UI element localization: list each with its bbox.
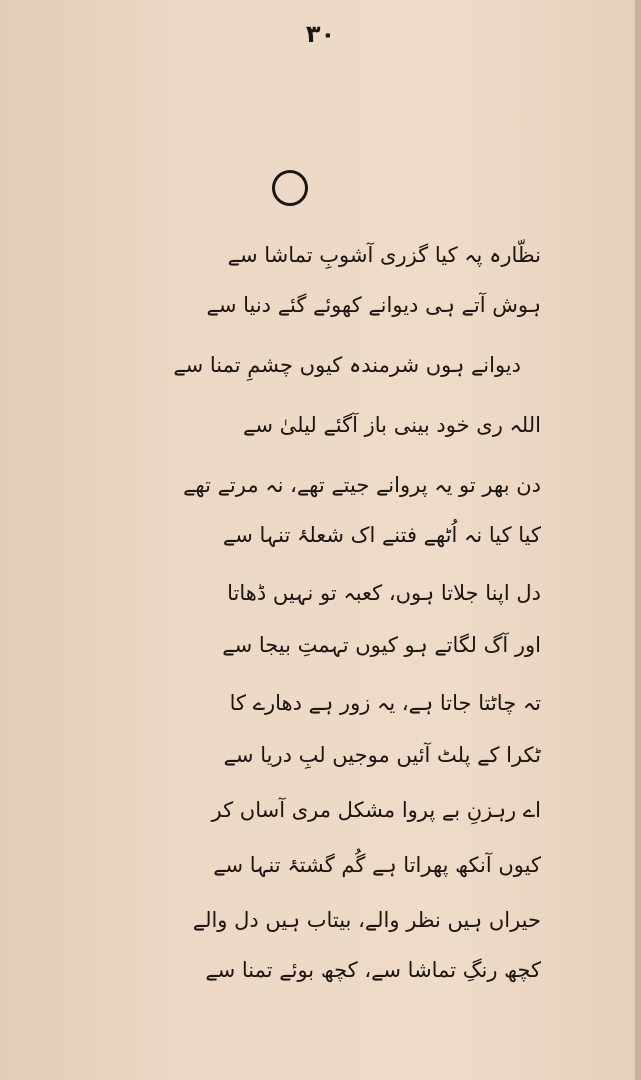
page-edge: [635, 0, 641, 1080]
circle-ornament-icon: [272, 170, 308, 206]
verse-line-4: اللہ ری خود بینی باز آگئے لیلیٰ سے: [243, 413, 541, 437]
verse-line-2: ہوش آتے ہی دیوانے کھوئے گئے دنیا سے: [206, 293, 541, 317]
verse-line-3: دیوانے ہوں شرمندہ کیوں چشمِ تمنا سے: [173, 353, 521, 377]
verse-line-5: دن بھر تو یہ پروانے جیتے تھے، نہ مرتے تھے: [183, 473, 541, 497]
verse-line-6: کیا کیا نہ اُٹھے فتنے اک شعلۂ تنہا سے: [222, 523, 541, 547]
verse-line-9: تہ چاٹتا جاتا ہے، یہ زور ہے دھارے کا: [229, 691, 541, 715]
verse-line-12: کیوں آنکھ پھراتا ہے گُم گشتۂ تنہا سے: [213, 853, 541, 877]
verse-line-11: اے رہزنِ بے پروا مشکل مری آساں کر: [211, 798, 541, 822]
verse-line-13: حیراں ہیں نظر والے، بیتاب ہیں دل والے: [192, 908, 541, 932]
verse-line-7: دل اپنا جلاتا ہوں، کعبہ تو نہیں ڈھاتا: [227, 581, 541, 605]
verse-line-8: اور آگ لگاتے ہو کیوں تہمتِ بیجا سے: [222, 633, 541, 657]
verse-line-1: نظّارہ پہ کیا گزری آشوبِ تماشا سے: [227, 243, 541, 267]
page-number: ۳۰: [305, 20, 336, 48]
verse-line-14: کچھ رنگِ تماشا سے، کچھ بوئے تمنا سے: [205, 958, 541, 982]
verse-line-10: ٹکرا کے پلٹ آئیں موجیں لبِ دریا سے: [223, 743, 541, 767]
